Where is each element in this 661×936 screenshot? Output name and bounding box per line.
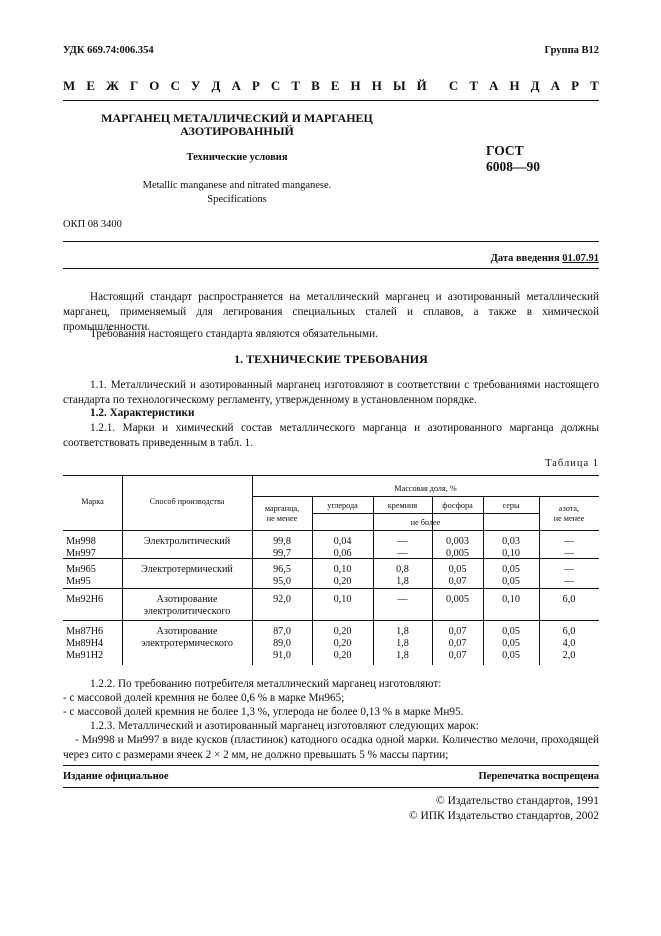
paragraph-1-2: 1.2. Характеристики xyxy=(90,407,195,419)
col-si-header: кремния xyxy=(387,501,418,510)
table-cell-p: 0,003 xyxy=(446,536,469,547)
paragraph-1-2-3: 1.2.3. Металлический и азотированный марганец изготовляют следующих марок: xyxy=(90,720,479,732)
english-title xyxy=(63,179,411,207)
table-cell-method: Азотирование xyxy=(156,626,218,637)
table-cell-si: 0,8 xyxy=(396,564,409,575)
paragraph-1-1: 1.1. Металлический и азотированный марганец изготовляют в соответствии с требованиями настоящего стандарта по технологическому регламенту, утвержденному в установленном порядке. xyxy=(63,379,599,406)
table-cell-mn: 91,0 xyxy=(273,650,291,661)
heading-letter: Т xyxy=(469,78,478,93)
table-cell-n: 2,0 xyxy=(562,650,576,661)
title-line-1: МАРГАНЕЦ МЕТАЛЛИЧЕСКИЙ И МАРГАНЕЦ xyxy=(101,111,373,125)
table-cell-mn: 99,7 xyxy=(273,548,291,559)
heading-letter: С xyxy=(448,78,459,93)
header-rule xyxy=(63,100,599,101)
heading-letter: Г xyxy=(129,78,139,93)
table-line xyxy=(63,588,599,589)
table-cell-si: 1,8 xyxy=(396,626,409,637)
table-cell-p: 0,005 xyxy=(446,594,469,605)
table-cell-c: 0,10 xyxy=(333,594,352,605)
table-cell-method: электротермического xyxy=(140,638,233,649)
title-line-2: АЗОТИРОВАННЫЙ xyxy=(180,124,294,138)
heading-letter: М xyxy=(63,78,76,93)
col-n-header-1: азота, xyxy=(558,504,580,513)
col-p-header: фосфора xyxy=(442,501,473,510)
paragraph-1-2-1: 1.2.1. Марки и химический состав металлического марганца и азотированного марганца должны соответствовать приведенным в табл. 1. xyxy=(63,422,599,449)
table-cell-c: 0,20 xyxy=(333,626,352,637)
table-cell-s: 0,05 xyxy=(502,638,520,649)
heading-letter: Д xyxy=(211,78,221,93)
table-cell-p: 0,05 xyxy=(448,564,467,575)
heading-letter: Ж xyxy=(106,78,119,93)
heading-letter: Р xyxy=(251,78,260,93)
table-line xyxy=(63,620,599,621)
table-cell-c: 0,20 xyxy=(333,576,352,587)
official-edition: Издание официальное xyxy=(63,771,169,782)
table-cell-method: Азотирование xyxy=(156,594,218,605)
table-cell-grades: Мн92Н6 xyxy=(66,594,104,605)
heading-letter: Д xyxy=(530,78,540,93)
section-heading: 1. ТЕХНИЧЕСКИЕ ТРЕБОВАНИЯ xyxy=(234,352,428,366)
table-cell-s: 0,10 xyxy=(502,594,520,605)
udk-code: УДК 669.74:006.354 xyxy=(63,45,154,56)
english-title-line-2: Specifications xyxy=(207,194,267,205)
table-caption: Таблица 1 xyxy=(545,458,599,469)
heading-letter: Т xyxy=(590,78,599,93)
table-cell-s: 0,10 xyxy=(502,548,520,559)
heading-letter: У xyxy=(190,78,201,93)
table-cell-c: 0,20 xyxy=(333,638,352,649)
table-line xyxy=(63,475,599,476)
intro-date-value: 01.07.91 xyxy=(562,253,599,264)
col-n-header xyxy=(539,504,599,524)
col-nomore-header: не более xyxy=(410,518,441,527)
heading-letter: Е xyxy=(330,78,340,93)
table-cell-si: — xyxy=(397,548,408,559)
table-cell-si: 1,8 xyxy=(396,638,409,649)
okp-code: ОКП 08 3400 xyxy=(63,219,122,230)
table-cell-si: 1,8 xyxy=(396,650,409,661)
heading-letter: А xyxy=(550,78,561,93)
heading-letter: А xyxy=(231,78,241,93)
paragraph-option-1: - с массовой долей кремния не более 0,6 % в марке Мн965; xyxy=(63,692,345,704)
paragraph-grades: - Мн998 и Мн997 в виде кусков (пластинок) катодного осадка одной марки. Количество мелочи, проходящей через сито с размерами ячеек 2 × 2 мм, не должно превышать 5 % массы партии; xyxy=(63,734,599,761)
table-cell-grades: Мн87Н6 xyxy=(66,626,104,637)
title-rule xyxy=(63,241,599,242)
table-cell-s: 0,03 xyxy=(502,536,520,547)
standard-type-heading xyxy=(63,78,599,96)
document-subtitle: Технические условия xyxy=(186,152,288,163)
table-cell-n: — xyxy=(563,536,575,547)
footer-rule-2 xyxy=(63,787,599,788)
table-cell-p: 0,005 xyxy=(446,548,469,559)
table-cell-method: Электролитический xyxy=(143,536,231,547)
table-cell-n: 6,0 xyxy=(562,594,576,605)
table-cell-p: 0,07 xyxy=(448,638,467,649)
table-cell-method: электролитического xyxy=(143,606,231,617)
heading-letter: Р xyxy=(571,78,580,93)
table-cell-mn: 95,0 xyxy=(273,576,291,587)
table-cell-si: 1,8 xyxy=(396,576,409,587)
table-cell-grades: Мн95 xyxy=(66,576,91,587)
footer-rule xyxy=(63,765,599,766)
table-cell-n: — xyxy=(563,548,575,559)
table-cell-mn: 92,0 xyxy=(273,594,291,605)
paragraph-scope: Настоящий стандарт распространяется на металлический марганец и азотированный металлический марганец, применяемый для легирования специальных сталей и сплавов, а также в химической промышленности. xyxy=(63,291,599,333)
table-cell-p: 0,07 xyxy=(448,626,467,637)
table-cell-grades: Мн998 xyxy=(66,536,96,547)
paragraph-mandatory: Требования настоящего стандарта являются обязательными. xyxy=(90,328,378,340)
col-n-header-2: не менее xyxy=(553,514,585,523)
col-mass-header: Массовая доля, % xyxy=(394,484,457,493)
table-cell-si: — xyxy=(397,594,408,605)
col-mn-header-1: марганца, xyxy=(264,504,300,513)
table-cell-c: 0,20 xyxy=(333,650,352,661)
heading-letter: О xyxy=(149,78,160,93)
table-cell-p: 0,07 xyxy=(448,576,467,587)
copyright-1991: © Издательство стандартов, 1991 xyxy=(435,795,599,807)
heading-letter: Е xyxy=(86,78,95,93)
table-cell-s: 0,05 xyxy=(502,650,520,661)
composition-table xyxy=(63,475,599,665)
col-mn-header xyxy=(252,504,312,524)
heading-letter: Н xyxy=(509,78,520,93)
document-title xyxy=(63,112,411,138)
gost-number xyxy=(486,143,540,175)
table-cell-c: 0,04 xyxy=(333,536,352,547)
table-cell-s: 0,05 xyxy=(502,564,520,575)
reprint-prohibited: Перепечатка воспрещена xyxy=(478,771,599,782)
copyright-2002: © ИПК Издательство стандартов, 2002 xyxy=(408,810,599,822)
heading-letter: С xyxy=(270,78,281,93)
heading-letter: Ы xyxy=(392,78,406,93)
table-line xyxy=(312,513,539,514)
heading-letter: Н xyxy=(371,78,382,93)
heading-letter: Т xyxy=(291,78,301,93)
table-cell-mn: 96,5 xyxy=(273,564,291,575)
heading-letter: Й xyxy=(416,78,427,93)
english-title-line-1: Metallic manganese and nitrated manganese. xyxy=(142,180,332,191)
table-cell-mn: 99,8 xyxy=(273,536,291,547)
paragraph-option-2: - с массовой долей кремния не более 1,3 %, углерода не более 0,13 % в марке Мн95. xyxy=(63,706,464,718)
date-rule xyxy=(63,268,599,269)
heading-letter: С xyxy=(170,78,180,93)
gost-code: 6008—90 xyxy=(486,159,540,174)
col-method-header: Способ производства xyxy=(149,497,225,506)
table-line xyxy=(252,496,599,497)
group-code: Группа В12 xyxy=(544,45,599,56)
table-cell-mn: 87,0 xyxy=(273,626,291,637)
table-cell-method: Электротермический xyxy=(141,564,233,575)
table-cell-n: — xyxy=(563,564,575,575)
table-cell-n: 4,0 xyxy=(562,638,576,649)
table-cell-mn: 89,0 xyxy=(273,638,291,649)
gost-label: ГОСТ xyxy=(486,143,524,158)
heading-letter: А xyxy=(489,78,499,93)
intro-date-label: Дата введения xyxy=(490,253,563,264)
table-cell-grades: Мн91Н2 xyxy=(66,650,104,661)
col-c-header: углерода xyxy=(327,501,358,510)
col-s-header: серы xyxy=(502,501,520,510)
table-cell-grades: Мн965 xyxy=(66,564,96,575)
table-cell-grades: Мн89Н4 xyxy=(66,638,104,649)
intro-date xyxy=(491,253,599,264)
table-cell-c: 0,06 xyxy=(333,548,352,559)
paragraph-1-2-2: 1.2.2. По требованию потребителя металлический марганец изготовляют: xyxy=(90,678,442,690)
table-cell-s: 0,05 xyxy=(502,576,520,587)
heading-letter: Н xyxy=(350,78,361,93)
table-cell-c: 0,10 xyxy=(333,564,352,575)
table-cell-grades: Мн997 xyxy=(66,548,96,559)
table-cell-p: 0,07 xyxy=(448,650,467,661)
table-cell-s: 0,05 xyxy=(502,626,520,637)
col-mn-header-2: не менее xyxy=(266,514,298,523)
table-cell-n: 6,0 xyxy=(562,626,576,637)
col-grade-header: Марка xyxy=(81,497,104,506)
table-cell-si: — xyxy=(397,536,408,547)
heading-letter: В xyxy=(311,78,320,93)
table-cell-n: — xyxy=(563,576,575,587)
table-line xyxy=(63,530,599,531)
